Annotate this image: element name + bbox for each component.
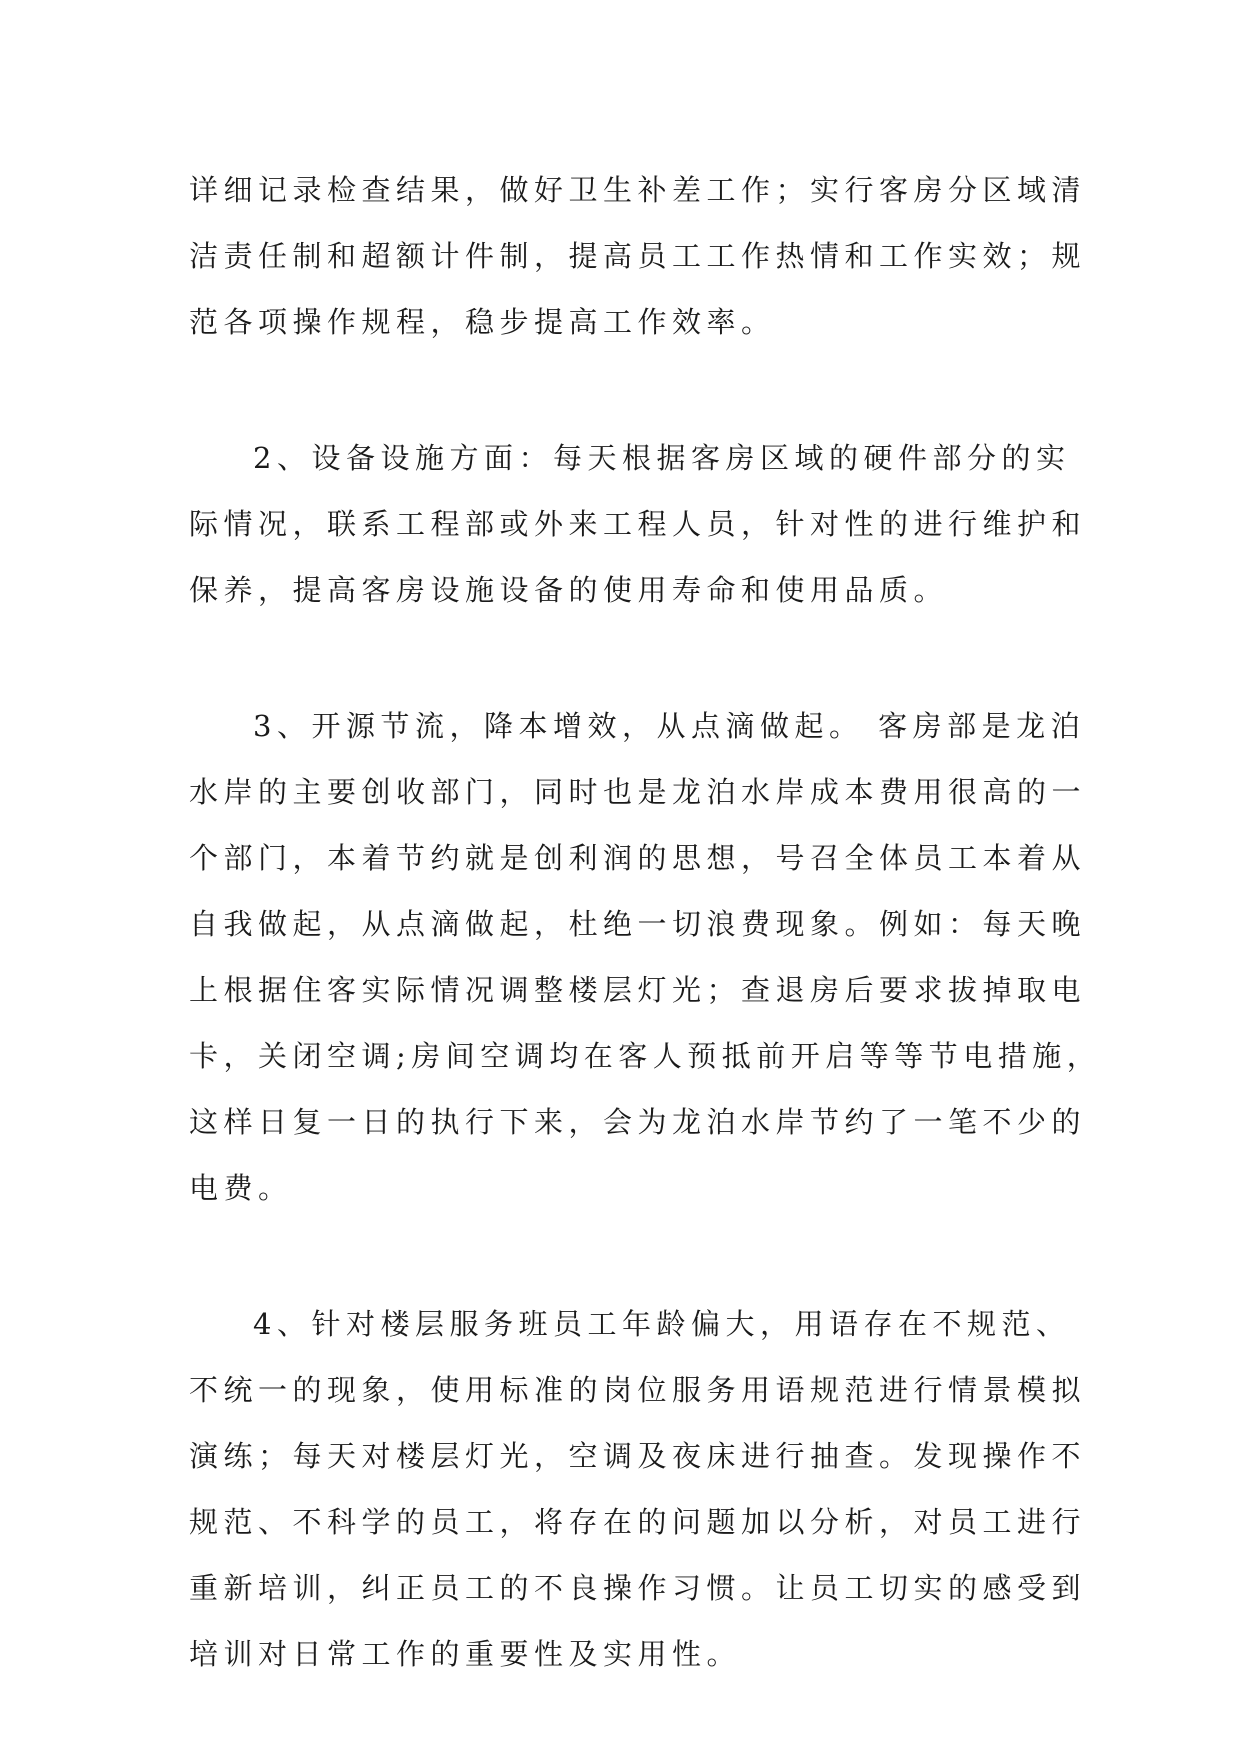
paragraph-continuation bbox=[189, 157, 1087, 355]
paragraph-training bbox=[189, 1291, 1087, 1687]
text-line: 4、针对楼层服务班员工年龄偏大，用语存在不规范、 bbox=[253, 1307, 1071, 1341]
text-line: 自我做起，从点滴做起，杜绝一切浪费现象。例如：每天晚 bbox=[189, 907, 1087, 941]
text-line: 规范、不科学的员工，将存在的问题加以分析，对员工进行 bbox=[189, 1505, 1087, 1539]
text-line: 不统一的现象，使用标准的岗位服务用语规范进行情景模拟 bbox=[189, 1373, 1087, 1407]
text-line: 际情况，联系工程部或外来工程人员，针对性的进行维护和 bbox=[189, 507, 1087, 541]
text-line: 演练；每天对楼层灯光，空调及夜床进行抽查。发现操作不 bbox=[189, 1439, 1087, 1473]
text-line: 洁责任制和超额计件制，提高员工工作热情和工作实效；规 bbox=[189, 239, 1087, 273]
text-line: 培训对日常工作的重要性及实用性。 bbox=[189, 1637, 742, 1671]
text-line: 卡，关闭空调;房间空调均在客人预抵前开启等等节电措施， bbox=[189, 1039, 1102, 1073]
text-line: 电费。 bbox=[189, 1171, 293, 1205]
paragraph-cost-saving bbox=[189, 693, 1102, 1221]
document-body bbox=[189, 157, 1102, 1757]
paragraph-equipment bbox=[189, 425, 1087, 623]
text-line: 保养，提高客房设施设备的使用寿命和使用品质。 bbox=[189, 573, 949, 607]
text-line: 3、开源节流，降本增效，从点滴做起。 客房部是龙泊 bbox=[253, 709, 1086, 743]
text-line: 个部门，本着节约就是创利润的思想，号召全体员工本着从 bbox=[189, 841, 1087, 875]
text-line: 2、设备设施方面：每天根据客房区域的硬件部分的实 bbox=[253, 441, 1071, 475]
text-line: 这样日复一日的执行下来，会为龙泊水岸节约了一笔不少的 bbox=[189, 1105, 1087, 1139]
text-line: 水岸的主要创收部门，同时也是龙泊水岸成本费用很高的一 bbox=[189, 775, 1087, 809]
text-line: 重新培训，纠正员工的不良操作习惯。让员工切实的感受到 bbox=[189, 1571, 1087, 1605]
text-line: 范各项操作规程，稳步提高工作效率。 bbox=[189, 305, 776, 339]
text-line: 详细记录检查结果，做好卫生补差工作；实行客房分区域清 bbox=[189, 173, 1087, 207]
text-line: 上根据住客实际情况调整楼层灯光；查退房后要求拔掉取电 bbox=[189, 973, 1087, 1007]
